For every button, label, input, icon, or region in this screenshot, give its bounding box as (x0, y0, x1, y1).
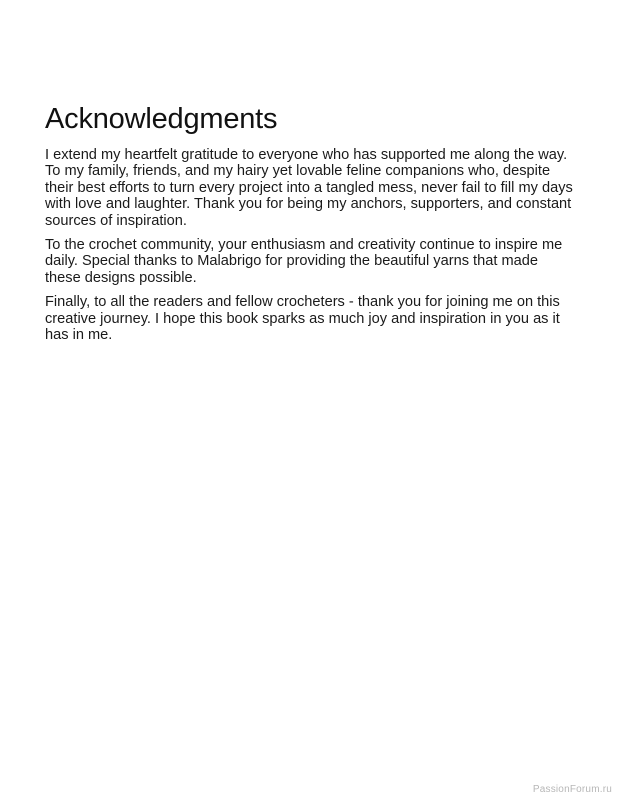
paragraph-crochet-community: To the crochet community, your enthusiasm and creativity continue to inspire me daily. Special thanks to Malabrigo for providing the beautiful yarns that made these designs possible. (45, 237, 563, 286)
paragraph-readers: Finally, to all the readers and fellow crocheters - thank you for joining me on this creative journey. I hope this book sparks as much joy and inspiration in you as it has in me. (45, 294, 560, 344)
page-title: Acknowledgments (45, 103, 278, 135)
paragraph-gratitude: I extend my heartfelt gratitude to everyone who has supported me along the way. To my family, friends, and my hairy yet lovable feline companions who, despite their best efforts to turn every project into a tangled mess, never fail to fill my days with love and laughter. Thank you for being my anchors, supporters, and constant sources of inspiration. (45, 147, 573, 229)
acknowledgments-section (45, 101, 575, 343)
site-watermark: PassionForum.ru (532, 784, 612, 795)
